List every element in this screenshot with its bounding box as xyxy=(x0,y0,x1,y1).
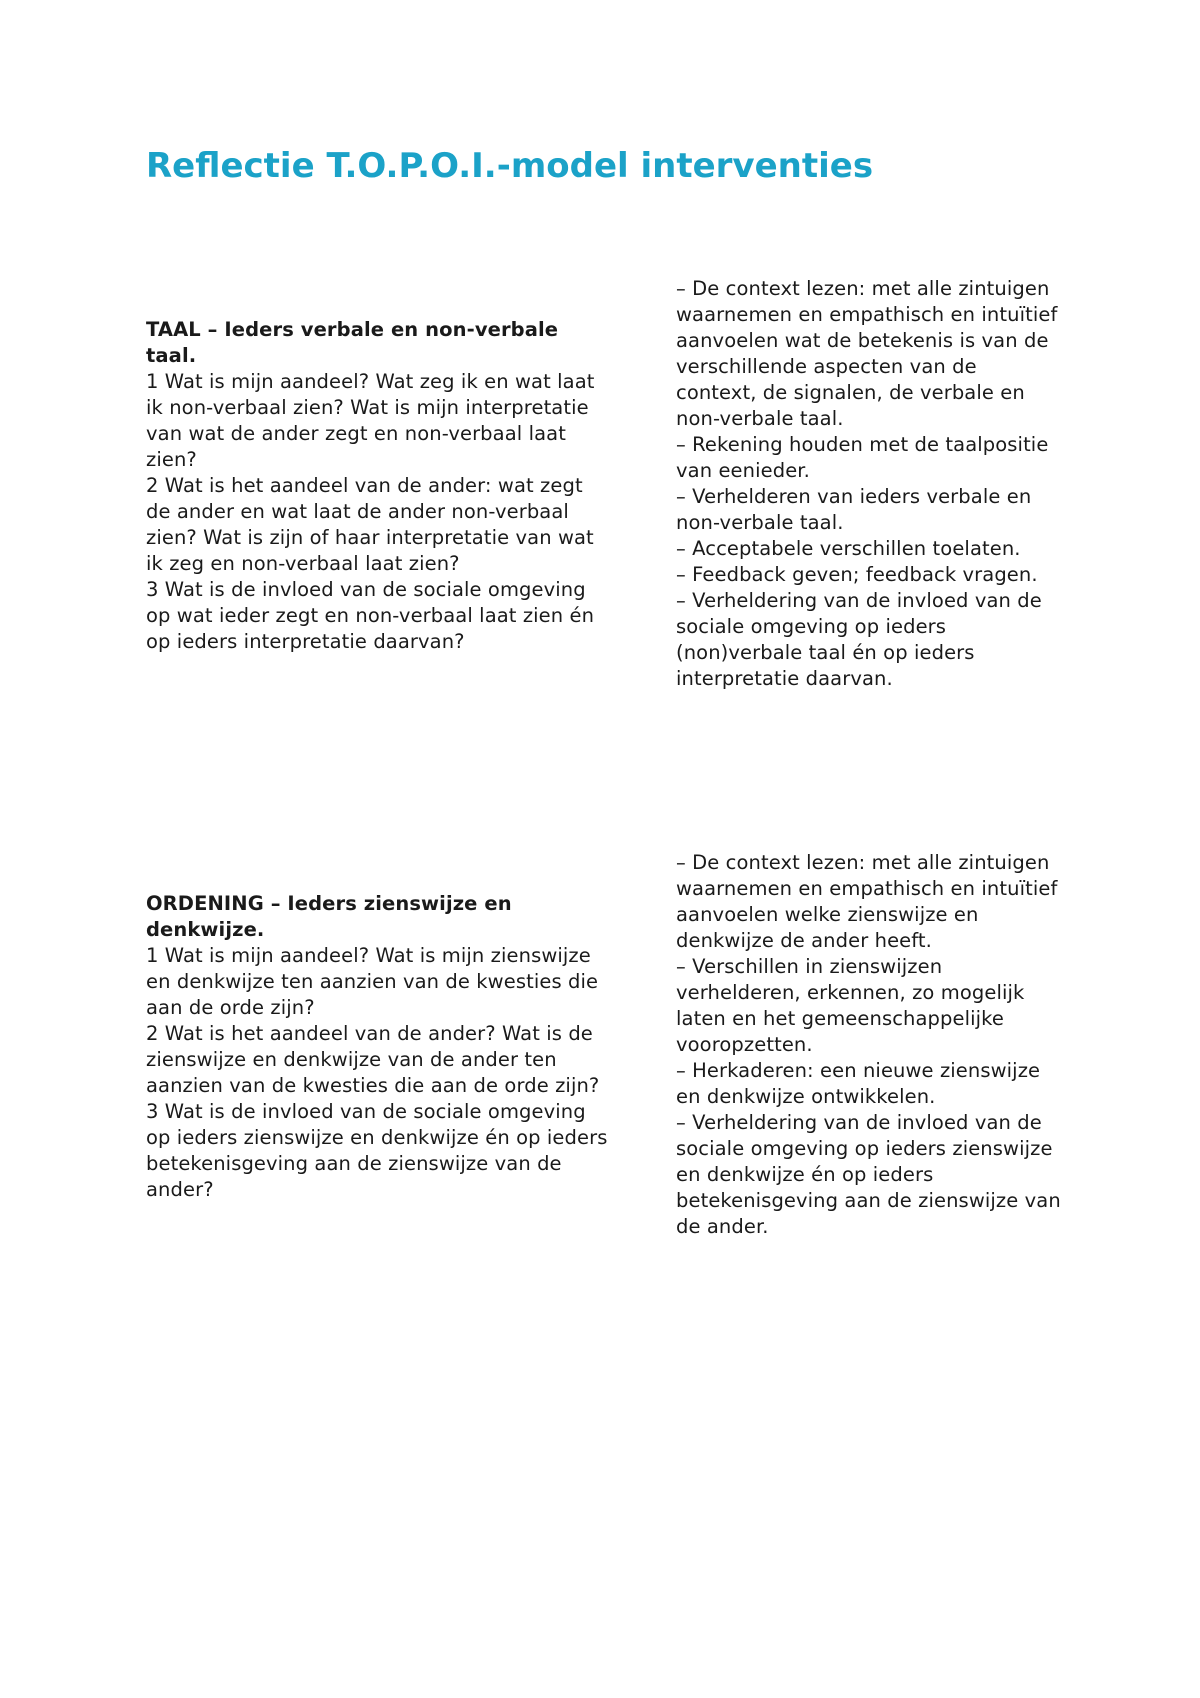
intervention-line: verhelderen, erkennen, zo mogelijk xyxy=(676,981,1025,1004)
intervention-line: denkwijze de ander heeft. xyxy=(676,929,932,952)
intervention-line: en denkwijze én op ieders xyxy=(676,1163,934,1186)
intervention-line: – Rekening houden met de taalpositie xyxy=(676,433,1049,456)
question-line: en denkwijze ten aanzien van de kwesties die xyxy=(146,970,599,993)
section-heading: ORDENING – Ieders zienswijze en xyxy=(146,892,512,915)
intervention-line: interpretatie daarvan. xyxy=(676,667,893,690)
intervention-line: non-verbale taal. xyxy=(676,511,844,534)
section-heading: TAAL – Ieders verbale en non-verbale xyxy=(146,318,559,341)
intervention-line: van eenieder. xyxy=(676,459,810,482)
question-line: ik zeg en non-verbaal laat zien? xyxy=(146,552,460,575)
intervention-line: waarnemen en empathisch en intuïtief xyxy=(676,303,1058,326)
intervention-line: aanvoelen welke zienswijze en xyxy=(676,903,979,926)
question-line: 3 Wat is de invloed van de sociale omgeving xyxy=(146,578,586,601)
question-line: aanzien van de kwesties die aan de orde zijn? xyxy=(146,1074,600,1097)
intervention-line: laten en het gemeenschappelijke xyxy=(676,1007,1004,1030)
intervention-line: (non)verbale taal én op ieders xyxy=(676,641,975,664)
question-line: zienswijze en denkwijze van de ander ten xyxy=(146,1048,557,1071)
intervention-line: sociale omgeving op ieders zienswijze xyxy=(676,1137,1053,1160)
question-line: op wat ieder zegt en non-verbaal laat zien én xyxy=(146,604,595,627)
question-line: de ander en wat laat de ander non-verbaal xyxy=(146,500,569,523)
question-line: ander? xyxy=(146,1178,214,1201)
intervention-line: en denkwijze ontwikkelen. xyxy=(676,1085,936,1108)
question-line: zien? Wat is zijn of haar interpretatie van wat xyxy=(146,526,594,549)
intervention-line: aanvoelen wat de betekenis is van de xyxy=(676,329,1049,352)
question-line: 2 Wat is het aandeel van de ander: wat zegt xyxy=(146,474,583,497)
question-line: van wat de ander zegt en non-verbaal laat xyxy=(146,422,566,445)
intervention-line: – Verschillen in zienswijzen xyxy=(676,955,943,978)
question-line: ik non-verbaal zien? Wat is mijn interpretatie xyxy=(146,396,589,419)
question-line: 1 Wat is mijn aandeel? Wat is mijn zienswijze xyxy=(146,944,591,967)
intervention-line: waarnemen en empathisch en intuïtief xyxy=(676,877,1058,900)
intervention-line: de ander. xyxy=(676,1215,769,1238)
intervention-line: – Herkaderen: een nieuwe zienswijze xyxy=(676,1059,1041,1082)
question-line: op ieders zienswijze en denkwijze én op ieders xyxy=(146,1126,608,1149)
questions-column xyxy=(146,317,676,655)
intervention-line: vooropzetten. xyxy=(676,1033,813,1056)
page-title: Reflectie T.O.P.O.I.-model interventies xyxy=(146,146,874,186)
intervention-line: sociale omgeving op ieders xyxy=(676,615,947,638)
intervention-line: – De context lezen: met alle zintuigen xyxy=(676,851,1050,874)
intervention-line: betekenisgeving aan de zienswijze van xyxy=(676,1189,1061,1212)
question-line: betekenisgeving aan de zienswijze van de xyxy=(146,1152,562,1175)
intervention-line: – Acceptabele verschillen toelaten. xyxy=(676,537,1021,560)
intervention-line: non-verbale taal. xyxy=(676,407,844,430)
questions-column xyxy=(146,891,676,1203)
intervention-line: – Verheldering van de invloed van de xyxy=(676,589,1042,612)
intervention-line: – Verheldering van de invloed van de xyxy=(676,1111,1042,1134)
question-line: 2 Wat is het aandeel van de ander? Wat is de xyxy=(146,1022,593,1045)
question-line: 1 Wat is mijn aandeel? Wat zeg ik en wat laat xyxy=(146,370,595,393)
section-heading: denkwijze. xyxy=(146,918,265,941)
intervention-line: – Feedback geven; feedback vragen. xyxy=(676,563,1038,586)
interventions-column xyxy=(676,276,1121,692)
intervention-line: – Verhelderen van ieders verbale en xyxy=(676,485,1032,508)
question-line: zien? xyxy=(146,448,197,471)
intervention-line: – De context lezen: met alle zintuigen xyxy=(676,277,1050,300)
intervention-line: context, de signalen, de verbale en xyxy=(676,381,1025,404)
question-line: aan de orde zijn? xyxy=(146,996,315,1019)
interventions-column xyxy=(676,850,1121,1240)
question-line: op ieders interpretatie daarvan? xyxy=(146,630,465,653)
intervention-line: verschillende aspecten van de xyxy=(676,355,977,378)
section-heading: taal. xyxy=(146,344,197,367)
question-line: 3 Wat is de invloed van de sociale omgeving xyxy=(146,1100,586,1123)
